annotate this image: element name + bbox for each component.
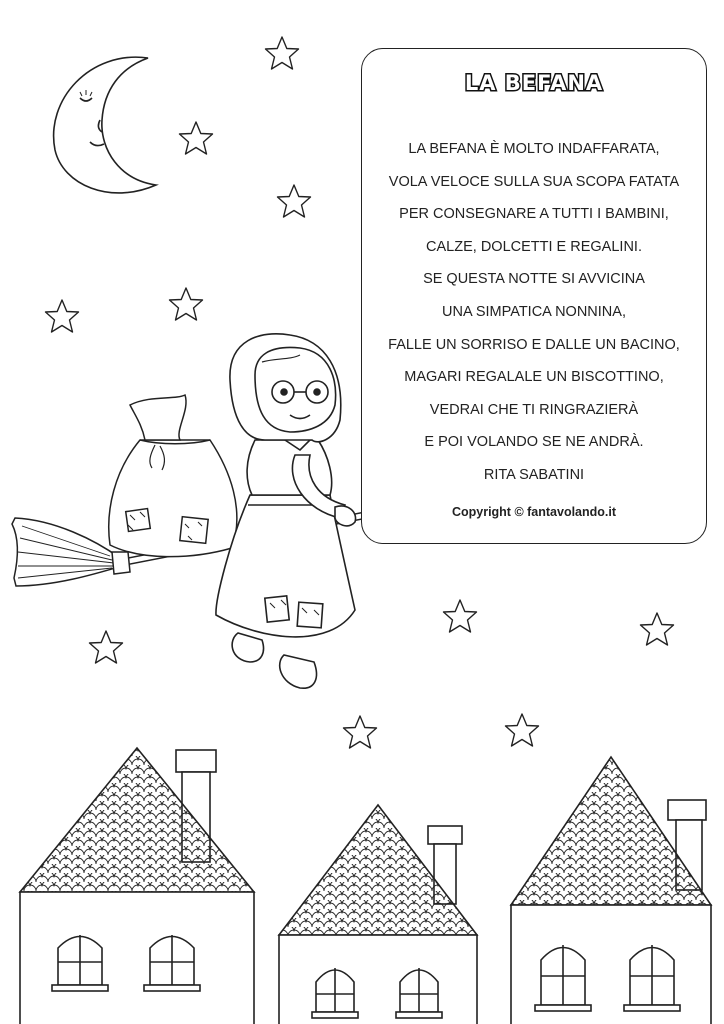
poem-line: CALZE, DOLCETTI E REGALINI. (426, 238, 642, 255)
poem-box (361, 48, 707, 544)
star-icon (90, 631, 123, 663)
poem-author: RITA SABATINI (483, 466, 585, 483)
poem-lines (362, 139, 706, 498)
poem-line: FALLE UN SORRISO E DALLE UN BACINO, (388, 336, 680, 353)
star-icon (444, 600, 477, 632)
star-icon (278, 185, 311, 217)
house-icon (20, 748, 711, 1024)
poem-title: LA BEFANA (464, 71, 604, 95)
star-icon (266, 37, 299, 69)
star-icon (46, 300, 79, 332)
poem-line: PER CONSEGNARE A TUTTI I BAMBINI, (399, 206, 669, 223)
star-icon (506, 714, 539, 746)
sack-icon (109, 395, 237, 557)
star-icon (344, 716, 377, 748)
moon-icon (54, 57, 156, 193)
star-icon (180, 122, 213, 154)
poem-line: E POI VOLANDO SE NE ANDRÀ. (424, 434, 644, 451)
star-icon (170, 288, 203, 320)
poem-line: UNA SIMPATICA NONNINA, (442, 303, 626, 320)
poem-line: SE QUESTA NOTTE SI AVVICINA (423, 271, 645, 288)
star-icon (641, 613, 674, 645)
poem-line: VEDRAI CHE TI RINGRAZIERÀ (429, 401, 639, 418)
poem-line: MAGARI REGALALE UN BISCOTTINO, (404, 369, 664, 386)
poem-line: VOLA VELOCE SULLA SUA SCOPA FATATA (388, 173, 680, 190)
copyright-notice: Copyright © fantavolando.it (451, 505, 617, 519)
poem-line: LA BEFANA È MOLTO INDAFFARATA, (408, 141, 660, 157)
